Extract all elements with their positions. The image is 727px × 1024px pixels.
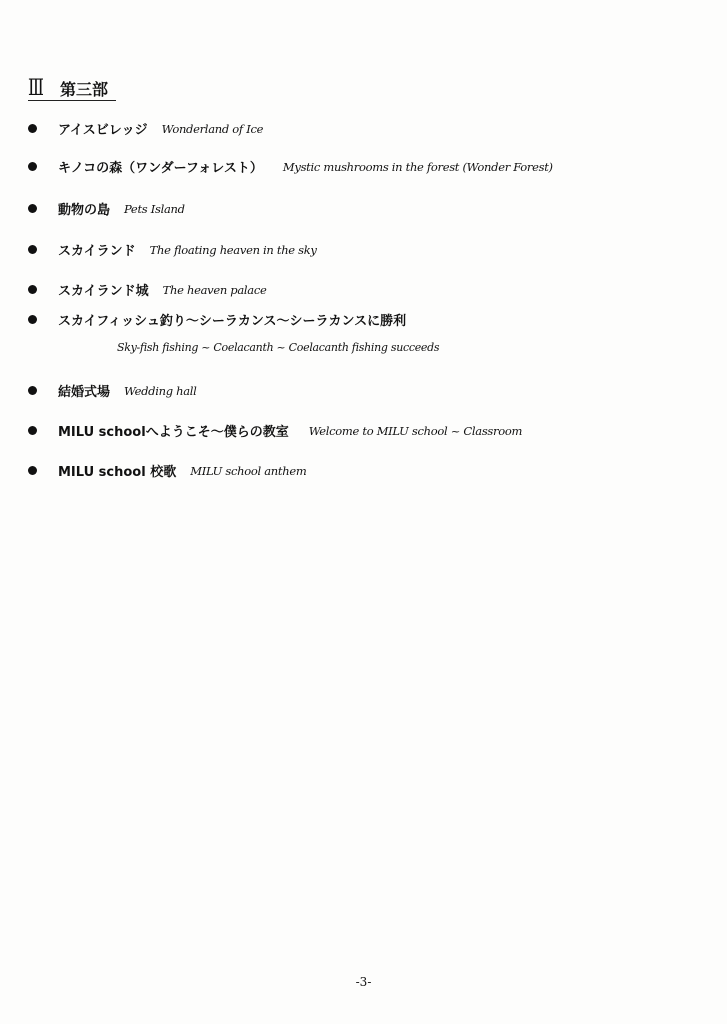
bullet-icon <box>28 245 37 254</box>
list-item <box>28 461 306 480</box>
list-item <box>28 280 267 299</box>
page-number: -3- <box>355 975 372 989</box>
item-english: MILU school anthem <box>190 463 307 478</box>
list-item <box>28 199 185 218</box>
bullet-icon <box>28 426 37 435</box>
item-japanese: スカイフィッシュ釣り～シーラカンス～シーラカンスに勝利 <box>58 314 407 329</box>
item-english: Sky-fish fishing ~ Coelacanth ~ Coelacanth fishing succeeds <box>117 341 440 354</box>
item-english: Wedding hall <box>124 383 197 398</box>
item-english: The heaven palace <box>162 282 267 297</box>
item-japanese: スカイランド <box>58 244 136 259</box>
bullet-icon <box>28 386 37 395</box>
list-item <box>28 240 317 259</box>
bullet-icon <box>28 162 37 171</box>
bullet-icon <box>28 315 37 324</box>
item-japanese: MILU schoolへようこそ～僕らの教室 <box>58 425 289 440</box>
item-japanese: キノコの森（ワンダーフォレスト） <box>58 161 263 176</box>
item-japanese: スカイランド城 <box>58 284 149 299</box>
bullet-icon <box>28 204 37 213</box>
item-english: Wonderland of Ice <box>161 121 264 136</box>
list-item <box>28 157 553 176</box>
item-english: Pets Island <box>124 201 185 216</box>
bullet-icon <box>28 285 37 294</box>
section-title: 第三部 <box>60 80 109 99</box>
section-number: Ⅲ <box>28 76 44 101</box>
list-item <box>28 310 406 329</box>
bullet-icon <box>28 124 37 133</box>
item-english: Mystic mushrooms in the forest (Wonder Forest) <box>282 159 553 174</box>
item-japanese: 結婚式場 <box>58 385 111 400</box>
item-english: The floating heaven in the sky <box>149 242 317 257</box>
item-japanese: アイスビレッジ <box>58 123 148 138</box>
list-item <box>28 421 522 440</box>
item-japanese: MILU school 校歌 <box>58 465 177 480</box>
list-item <box>28 119 263 138</box>
bullet-icon <box>28 466 37 475</box>
item-japanese: 動物の島 <box>58 203 111 218</box>
item-english: Welcome to MILU school ~ Classroom <box>308 423 523 438</box>
list-item <box>28 381 197 400</box>
section-heading <box>28 74 116 101</box>
